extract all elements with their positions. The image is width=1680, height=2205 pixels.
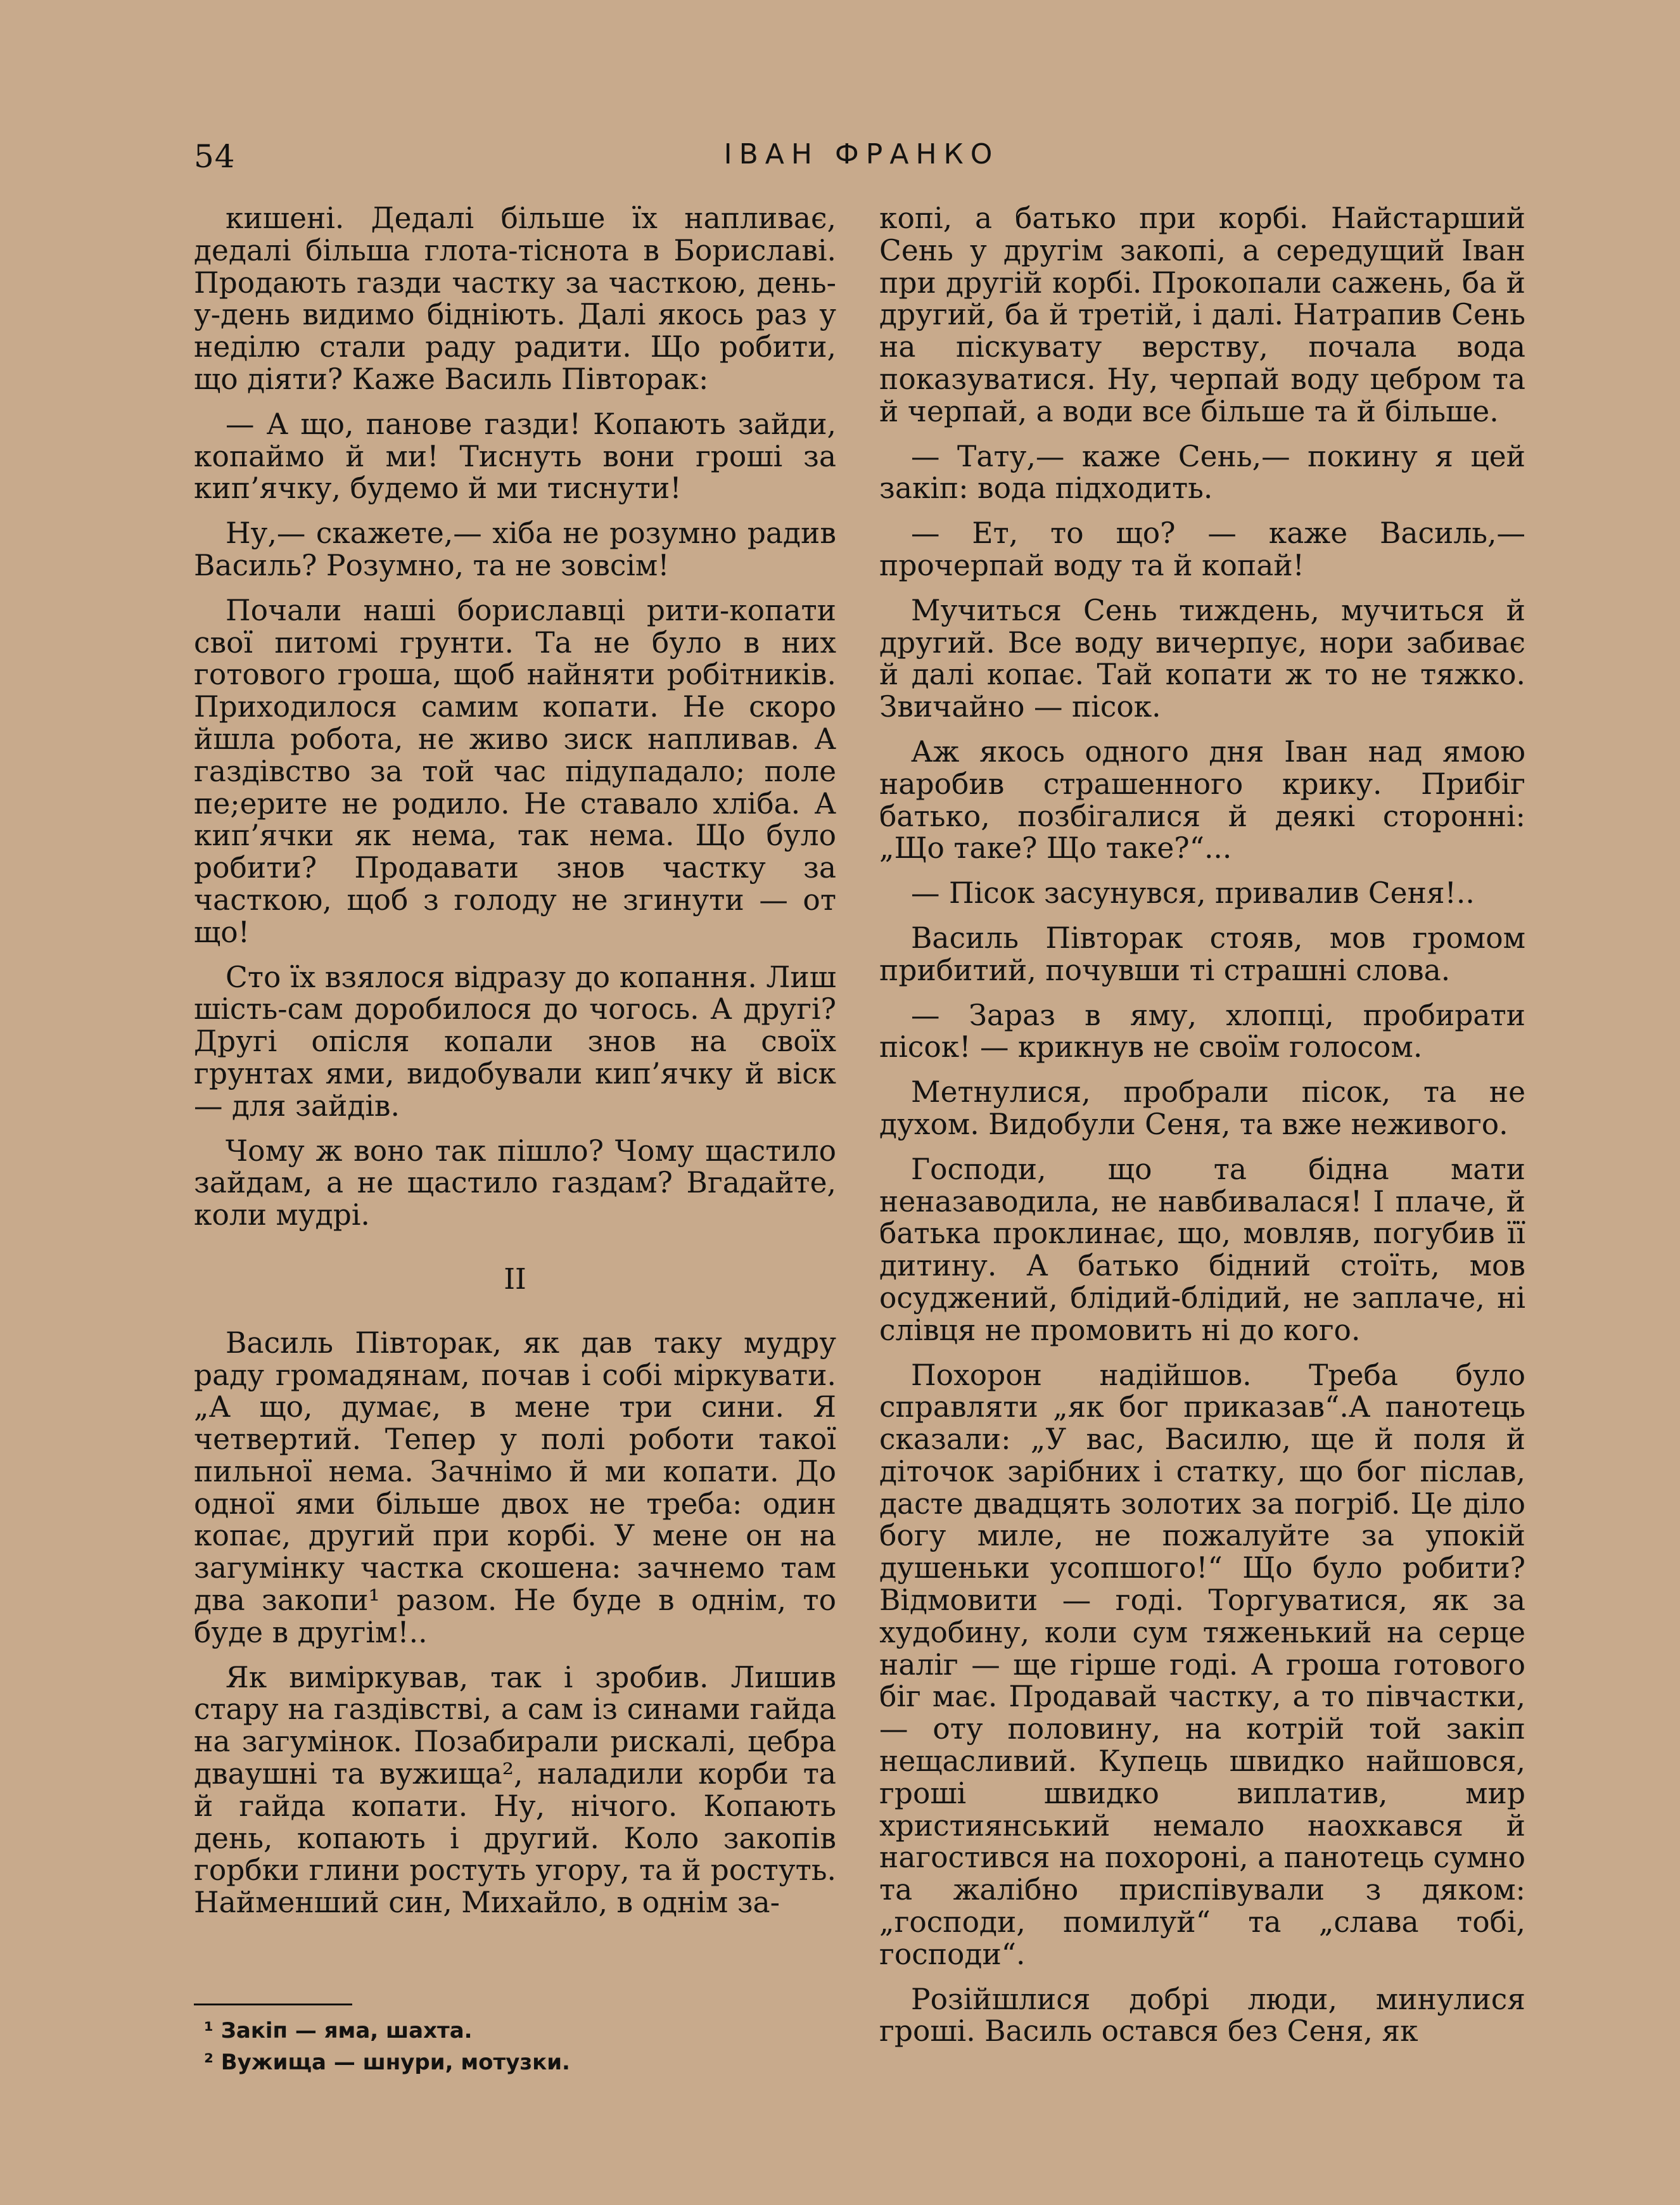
paragraph: Чому ж воно так пішло? Чому щастило зайдам, а не щастило газдам? Вгадайте, коли мудрі. — [194, 1134, 836, 1232]
paragraph: Метнулися, пробрали пісок, та не духом. Видобули Сеня, та вже неживого. — [879, 1075, 1525, 1141]
paragraph: Почали наші бориславці рити-копати свої питомі грунти. Та не було в них готового гроша, щоб найняти робітників. Приходилося самим копати. Не скоро йшла робота, не живо зиск напливав. А газдівство за той час підупадало; поле пе;ерите не родило. Не ставало хліба. А кип’ячки як нема, так нема. Що було робити? Продавати знов частку за часткою, щоб з голоду не згинути — от що! — [194, 593, 836, 949]
paragraph: Як виміркував, так і зробив. Лишив стару на газдівстві, а сам із синами гайда на загумінок. Позабирали рискалі, цебра дваушні та вужища², наладили корби та й гайда копати. Ну, нічого. Копають день, копають і другий. Коло закопів горбки глини ростуть угору, та й ростуть. Найменший син, Михайло, в однім за- — [194, 1660, 836, 1920]
footnotes — [204, 2015, 837, 2078]
paragraph: — А що, панове газди! Копають зайди, копаймо й ми! Тиснуть вони гроші за кип’ячку, будемо й ми тиснути! — [194, 407, 836, 506]
paragraph: Похорон надійшов. Треба було справляти „як бог приказав“.А панотець сказали: „У вас, Василю, ще й поля й діточок зарібних і статку, що бог післав, дасте двадцять золотих за погріб. Це діло богу миле, не пожалуйте за упокій душеньки усопшого!“ Що було робити? Відмовити — годі. Торгуватися, як за худобину, коли сум тяженький на серце наліг — ще гірше годі. А гроша готового біг має. Продавай частку, а то півчастки,— оту половину, на котрій той закіп нещасливий. Купець швидко найшовся, гроші швидко виплатив, мир християнський немало наохкався й нагостився на похороні, а панотець сумно та жалібно приспівували з дяком: „господи, помилуй“ та „слава тобі, господи“. — [879, 1358, 1525, 1971]
paragraph: кишені. Дедалі більше їх напливає, дедалі більша глота-тіснота в Бориславі. Продають газди частку за часткою, день-у-день видимо біднiють. Далі якось раз у неділю стали раду радити. Що робити, що діяти? Каже Василь Півторак: — [194, 201, 836, 396]
page-number: 54 — [194, 138, 236, 175]
paragraph: — Пісок засунувся, привалив Сеня!.. — [911, 876, 1475, 911]
paragraph: Аж якось одного дня Іван над ямою наробив страшенного крику. Прибіг батько, позбігалися й деякі сторонні: „Що таке? Що таке?“... — [879, 734, 1525, 866]
running-head: ІВАН ФРАНКО — [723, 138, 1000, 170]
paragraph: Мучиться Сень тиждень, мучиться й другий. Все воду вичерпує, нори забиває й далі копає. Тай копати ж то не тяжко. Звичайно — пісок. — [879, 593, 1525, 724]
right-column — [879, 203, 1525, 2061]
paragraph: Василь Півторак, як дав таку мудру раду громадянам, почав і собі міркувати. „А що, думає, в мене три сини. Я четвертий. Тепер у полі роботи такої пильної нема. Зачнімо й ми копати. До одної ями більше двох не треба: один копає, другий при корбі. У мене он на загумінку частка скошена: зачнемо там два закопи¹ разом. Не буде в однім, то буде в другім!.. — [194, 1326, 836, 1649]
paragraph: — Ет, то що? — каже Василь,— прочерпай воду та й копай! — [879, 516, 1525, 582]
paragraph: — Зараз в яму, хлопці, пробирати пісок! — крикнув не своїм голосом. — [879, 998, 1525, 1064]
paragraph: Василь Півторак стояв, мов громом прибитий, почувши ті страшні слова. — [879, 921, 1525, 987]
paragraph: Сто їх взялося відразу до копання. Лиш шість-сам доробилося до чогось. А другі? Другі опісля копали знов на своїх грунтах ями, видобували кип’ячку й віск — для зайдів. — [194, 960, 836, 1123]
paragraph: копі, а батько при корбі. Найстарший Сень у другім закопі, а середущий Іван при другій корбі. Прокопали сажень, ба й другий, ба й третій, і далі. Натрапив Сень на піскувату верству, почала вода показуватися. Ну, черпай воду цебром та й черпай, а води все більше та й більше. — [879, 201, 1525, 428]
paragraph: Розійшлися добрі люди, минулися гроші. Василь остався без Сеня, як — [879, 1982, 1525, 2048]
footnote: ² Вужища — шнури, мотузки. — [204, 2050, 570, 2075]
section-heading: II — [504, 1262, 526, 1296]
footnote: ¹ Закіп — яма, шахта. — [204, 2018, 473, 2043]
paragraph: Ну,— скажете,— хіба не розумно радив Василь? Розумно, та не зовсім! — [194, 516, 836, 582]
paragraph: — Тату,— каже Сень,— покину я цей закіп: вода підходить. — [879, 439, 1525, 506]
left-column — [194, 203, 836, 1932]
paragraph: Господи, що та бідна мати неназаводила, не навбивалася! І плаче, й батька проклинає, що, мовляв, погубив її дитину. А батько бідний стоїть, мов осуджений, блідий-блідий, не заплаче, ні слівця не промовить ні до кого. — [879, 1152, 1525, 1347]
footnote-divider — [194, 2004, 352, 2005]
